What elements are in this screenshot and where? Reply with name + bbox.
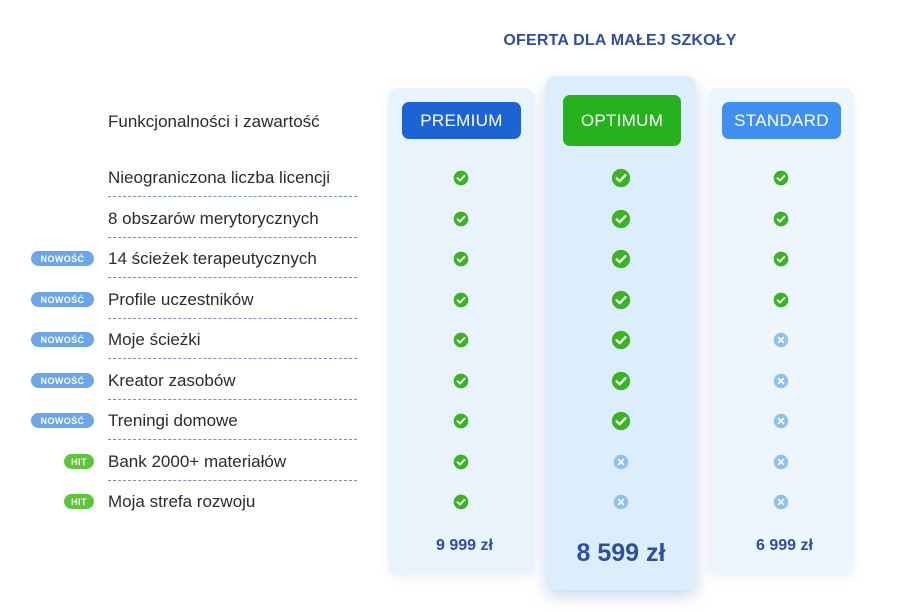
cross-icon — [613, 494, 629, 510]
feature-label: Treningi domowe — [108, 411, 238, 430]
offer-heading: OFERTA DLA MAŁEJ SZKOŁY — [503, 32, 737, 49]
hit-badge: HIT — [64, 454, 94, 469]
row-divider — [108, 358, 357, 359]
feature-row — [0, 199, 900, 239]
standard-price: 6 999 zł — [756, 537, 813, 554]
feature-row — [0, 280, 900, 320]
new-badge: NOWOŚĆ — [31, 332, 94, 347]
feature-row — [0, 361, 900, 401]
cross-icon — [773, 332, 789, 348]
row-divider — [108, 237, 357, 238]
check-icon — [611, 168, 631, 188]
check-icon — [453, 170, 469, 186]
row-divider — [108, 196, 357, 197]
feature-label: Moja strefa rozwoju — [108, 492, 256, 511]
check-icon — [611, 209, 631, 229]
row-divider — [108, 439, 357, 440]
premium-price: 9 999 zł — [436, 537, 493, 554]
feature-label: 8 obszarów merytorycznych — [108, 209, 319, 228]
cross-icon — [773, 413, 789, 429]
feature-label: Profile uczestników — [108, 290, 254, 309]
cross-icon — [773, 454, 789, 470]
check-icon — [773, 211, 789, 227]
cross-icon — [773, 373, 789, 389]
cross-icon — [613, 454, 629, 470]
feature-row — [0, 239, 900, 279]
check-icon — [773, 292, 789, 308]
check-icon — [611, 249, 631, 269]
check-icon — [611, 290, 631, 310]
new-badge: NOWOŚĆ — [31, 413, 94, 428]
features-header: Funkcjonalności i zawartość — [108, 112, 320, 131]
hit-badge: HIT — [64, 494, 94, 509]
optimum-price: 8 599 zł — [576, 539, 666, 567]
check-icon — [453, 211, 469, 227]
check-icon — [453, 373, 469, 389]
check-icon — [453, 494, 469, 510]
new-badge: NOWOŚĆ — [31, 292, 94, 307]
feature-label: 14 ścieżek terapeutycznych — [108, 249, 317, 268]
row-divider — [108, 399, 357, 400]
feature-label: Kreator zasobów — [108, 371, 236, 390]
check-icon — [611, 330, 631, 350]
check-icon — [453, 454, 469, 470]
check-icon — [453, 292, 469, 308]
check-icon — [453, 332, 469, 348]
premium-plan-button[interactable]: PREMIUM — [402, 102, 521, 139]
feature-row — [0, 482, 900, 522]
row-divider — [108, 318, 357, 319]
feature-label: Moje ścieżki — [108, 330, 201, 349]
check-icon — [773, 251, 789, 267]
new-badge: NOWOŚĆ — [31, 251, 94, 266]
standard-plan-button[interactable]: STANDARD — [722, 102, 841, 139]
check-icon — [611, 371, 631, 391]
feature-row — [0, 442, 900, 482]
feature-row — [0, 158, 900, 198]
check-icon — [453, 251, 469, 267]
optimum-plan-button[interactable]: OPTIMUM — [563, 95, 681, 146]
check-icon — [453, 413, 469, 429]
feature-row — [0, 401, 900, 441]
feature-label: Nieograniczona liczba licencji — [108, 168, 331, 187]
feature-label: Bank 2000+ materiałów — [108, 452, 287, 471]
feature-row — [0, 320, 900, 360]
check-icon — [773, 170, 789, 186]
row-divider — [108, 480, 357, 481]
row-divider — [108, 277, 357, 278]
cross-icon — [773, 494, 789, 510]
check-icon — [611, 411, 631, 431]
new-badge: NOWOŚĆ — [31, 373, 94, 388]
